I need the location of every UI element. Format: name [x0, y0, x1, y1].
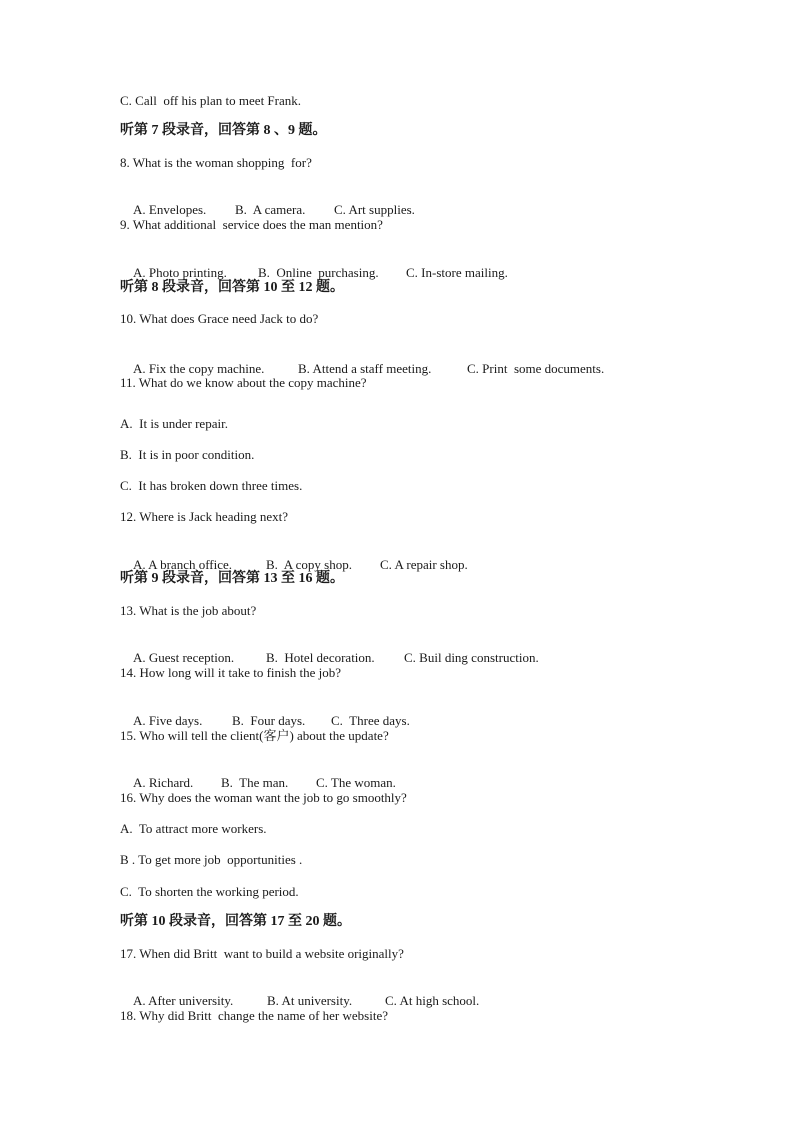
q7-option-c: C. Call off his plan to meet Frank.: [120, 93, 302, 108]
section-heading-9: 听第 9 段录音，回答第 13 至 16 题。: [120, 571, 344, 586]
q14-option-a: A. Five days.: [133, 713, 203, 728]
question-15: 15. Who will tell the client(客户) about the update?: [120, 728, 389, 743]
q13-option-c: C. Buil ding construction.: [404, 650, 539, 665]
section-heading-7: 听第 7 段录音，回答第 8 、9 题。: [120, 123, 327, 138]
q15-option-b: B. The man.: [221, 775, 289, 790]
question-12: 12. Where is Jack heading next?: [120, 509, 288, 524]
q8-option-b: B. A camera.: [235, 202, 306, 217]
q11-option-a: A. It is under repair.: [120, 416, 228, 431]
q9-option-c: C. In-store mailing.: [406, 265, 508, 280]
question-13: 13. What is the job about?: [120, 603, 257, 618]
q9-option-b: B. Online purchasing.: [258, 265, 379, 280]
q13-option-a: A. Guest reception.: [133, 650, 235, 665]
q8-option-a: A. Envelopes.: [133, 202, 207, 217]
question-14: 14. How long will it take to finish the job?: [120, 665, 341, 680]
q10-option-b: B. Attend a staff meeting.: [298, 361, 432, 376]
q12-option-c: C. A repair shop.: [380, 557, 468, 572]
question-9: 9. What additional service does the man mention?: [120, 217, 383, 232]
q14-option-b: B. Four days.: [232, 713, 306, 728]
q11-option-b: B. It is in poor condition.: [120, 447, 255, 462]
q11-option-c: C. It has broken down three times.: [120, 478, 303, 493]
q9-option-a: A. Photo printing.: [133, 265, 227, 280]
q16-option-c: C. To shorten the working period.: [120, 884, 299, 899]
question-16: 16. Why does the woman want the job to go smoothly?: [120, 790, 407, 805]
section-heading-10: 听第 10 段录音，回答第 17 至 20 题。: [120, 914, 351, 929]
q14-option-c: C. Three days.: [331, 713, 410, 728]
q17-option-b: B. At university.: [267, 993, 353, 1008]
q10-option-c: C. Print some documents.: [467, 361, 605, 376]
q15-option-c: C. The woman.: [316, 775, 396, 790]
q17-option-c: C. At high school.: [385, 993, 480, 1008]
q12-option-b: B. A copy shop.: [266, 557, 352, 572]
q13-option-b: B. Hotel decoration.: [266, 650, 375, 665]
question-8: 8. What is the woman shopping for?: [120, 155, 312, 170]
question-11: 11. What do we know about the copy machine?: [120, 375, 367, 390]
q8-option-c: C. Art supplies.: [334, 202, 415, 217]
q12-option-a: A. A branch office.: [133, 557, 233, 572]
question-17: 17. When did Britt want to build a website originally?: [120, 946, 404, 961]
q10-option-a: A. Fix the copy machine.: [133, 361, 265, 376]
q16-option-a: A. To attract more workers.: [120, 821, 267, 836]
question-18: 18. Why did Britt change the name of her website?: [120, 1008, 388, 1023]
section-heading-8: 听第 8 段录音，回答第 10 至 12 题。: [120, 280, 344, 295]
q15-option-a: A. Richard.: [133, 775, 194, 790]
question-10: 10. What does Grace need Jack to do?: [120, 311, 319, 326]
q16-option-b: B . To get more job opportunities .: [120, 852, 303, 867]
q17-option-a: A. After university.: [133, 993, 234, 1008]
